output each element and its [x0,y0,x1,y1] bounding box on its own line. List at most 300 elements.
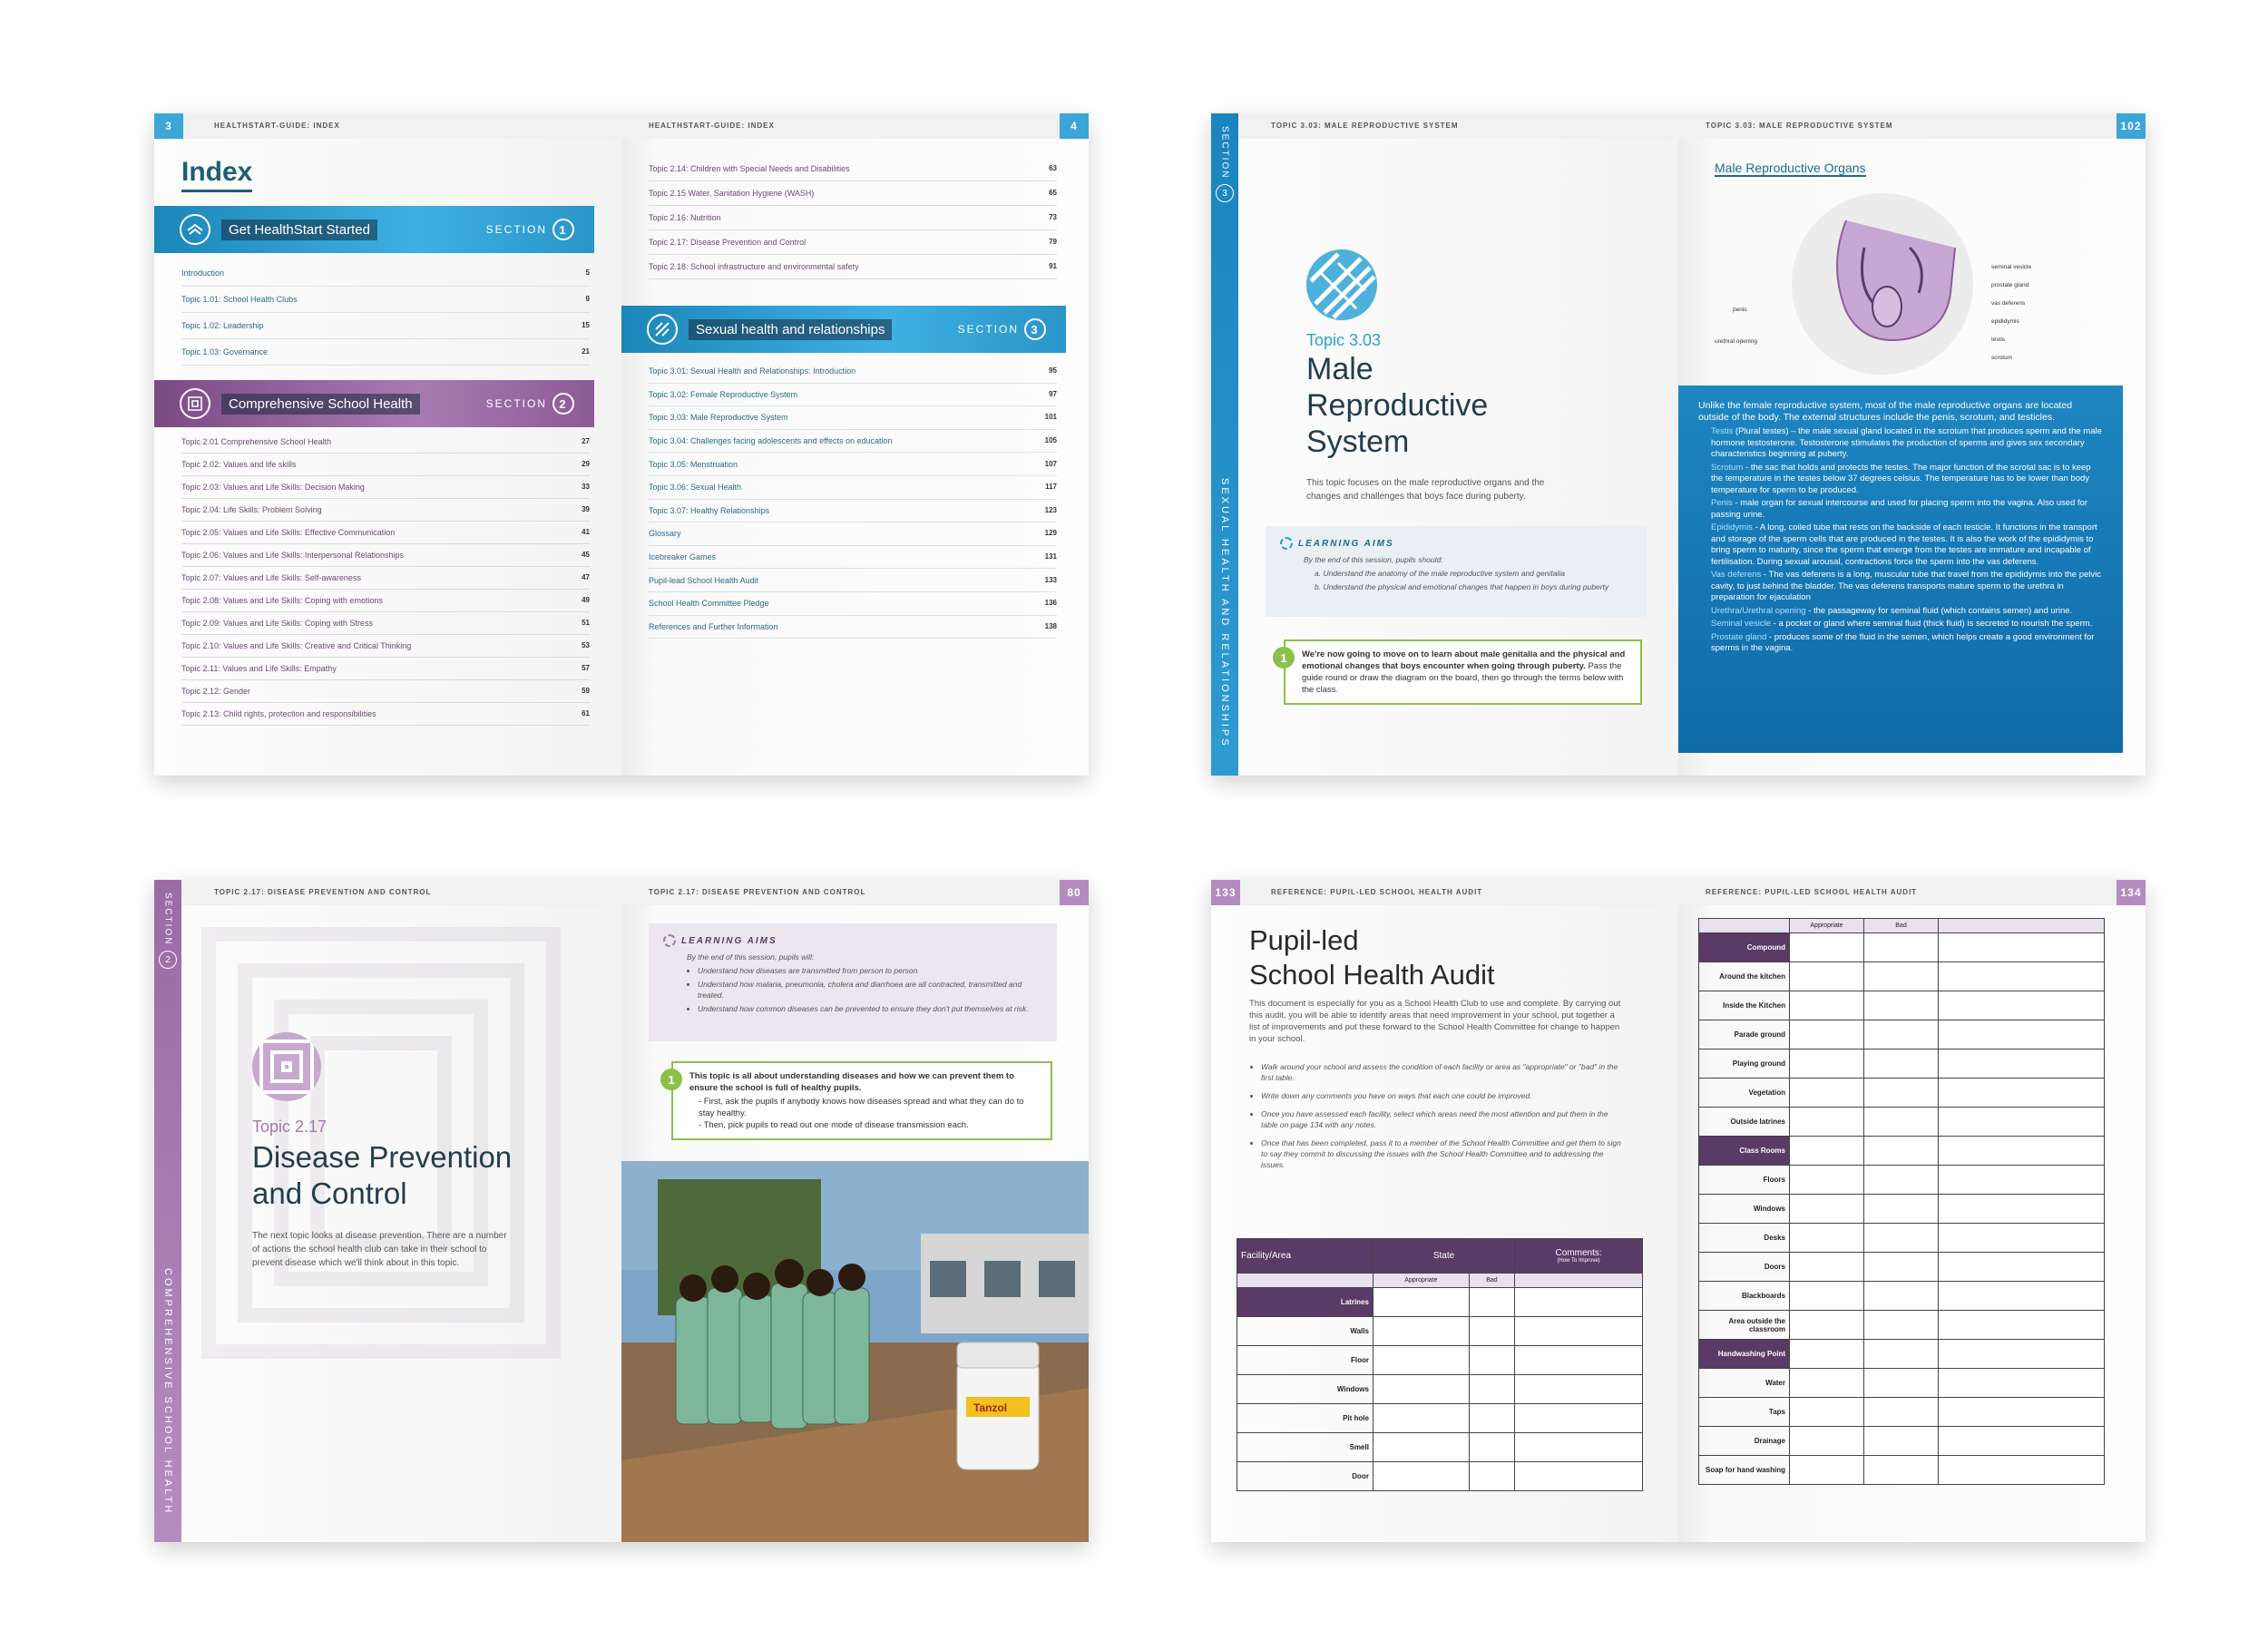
table-row [1237,1317,1643,1346]
running-header [1678,113,2146,139]
table-cell[interactable] [1373,1317,1469,1346]
toc-entry-title: Glossary [649,529,681,539]
table-cell[interactable] [1939,1079,2105,1108]
page-number: 134 [2116,880,2146,905]
col-appropriate: Appropriate [1790,919,1864,933]
facility-label: Latrines [1237,1288,1374,1317]
table-cell[interactable] [1939,1166,2105,1195]
section-word: SECTION [162,893,173,946]
table-cell[interactable] [1469,1317,1514,1346]
toc-entry[interactable] [649,384,1057,407]
definition-term: Epididymis [1711,522,1753,532]
index-right-page [621,113,1089,776]
list-item: • Once that has been completed, pass it to a member of the School Health Committee and get them to sign to say they commit to discussing the issues with the School Health Committee and to addressing the issues. [1261,1137,1624,1170]
diagram-label: prostate gland [1991,282,2029,288]
audit-title [1249,923,1495,992]
table-cell[interactable] [1373,1433,1469,1462]
running-header [1678,880,2146,905]
banner-label: Comprehensive School Health [221,394,420,415]
toc-entry-page: 41 [582,528,590,536]
table-cell[interactable] [1864,1340,1939,1369]
facility-label: Smell [1237,1433,1374,1462]
toc-entry[interactable] [649,616,1057,639]
note-list [689,1096,1040,1131]
topic-left-page [154,880,621,1542]
topic-number: Topic 2.17 [252,1118,327,1136]
toc-entry-title: Topic 2.15 Water, Sanitation Hygiene (WASH) [649,189,815,198]
definition-term: Penis [1711,498,1733,508]
diagram-label: penis [1733,307,1747,313]
table-cell[interactable] [1939,1253,2105,1282]
section-number: 2 [159,951,177,969]
definition-term: Vas deferens [1711,570,1762,580]
table-cell[interactable] [1939,1108,2105,1137]
table-row [1699,1137,2105,1166]
toc-entry-title: Topic 2.17: Disease Prevention and Control [649,238,807,247]
table-cell[interactable] [1864,933,1939,962]
step-number: 1 [660,1069,682,1090]
definition-item [1711,522,2103,568]
definition-term: Testis [1711,426,1734,436]
audit-steps [1261,1061,1624,1177]
table-row [1699,1253,2105,1282]
table-row [1699,1369,2105,1398]
audit-right-page [1678,880,2146,1542]
definition-item [1711,619,2103,630]
page-title: Index [181,157,252,192]
facility-label: Outside latrines [1699,1108,1790,1137]
toc-entry-page: 117 [1045,483,1057,492]
table-row [1699,1282,2105,1311]
toc-entry-title: References and Further Information [649,621,778,631]
facility-label: Playing ground [1699,1049,1790,1079]
toc-entry-title: Topic 3.04: Challenges facing adolescents and effects on education [649,436,893,446]
toc-entry-title: Topic 2.01 Comprehensive School Health [181,437,332,446]
learning-aims-box [1266,526,1647,617]
definition-item [1711,426,2103,461]
jar-label: Tanzol [973,1401,1008,1414]
topic-number: Topic 3.03 [1306,331,1382,349]
diagram-title: Male Reproductive Organs [1715,161,1866,175]
table-row [1699,1311,2105,1340]
table-cell[interactable] [1515,1375,1643,1404]
toc-entry[interactable] [181,431,590,454]
table-row [1237,1288,1643,1317]
table-cell[interactable] [1864,1020,1939,1049]
table-cell[interactable] [1469,1288,1514,1317]
table-cell[interactable] [1790,1195,1864,1224]
page-number: 3 [154,113,183,139]
table-cell[interactable] [1790,1166,1864,1195]
spread-disease-prevention [154,880,1089,1542]
definition-text: - the sac that holds and protects the testes. The major function of the scrotal sac is to keep the temperature in the testes below 37 degrees celsius. The temperature has to be lower than body temperature for sperm to be produced. [1711,462,2091,495]
toc-entry[interactable] [649,430,1057,454]
toc-entry-title: Topic 3.03: Male Reproductive System [649,413,788,423]
table-cell[interactable] [1373,1375,1469,1404]
table-row [1699,1224,2105,1253]
table-row [1699,962,2105,991]
banner-label: Get HealthStart Started [221,220,377,240]
toc-entry[interactable] [181,612,590,635]
page-number: 4 [1060,113,1089,139]
toc-entry-page: 131 [1044,552,1057,561]
toc-entry[interactable] [649,406,1057,430]
aims-list [1280,568,1632,592]
toc-entry-page: 95 [1049,366,1057,376]
list-item: • Once you have assessed each facility, select which areas need the most attention and put them in the table on page 134 with any notes. [1261,1108,1624,1130]
toc-section-1 [181,260,590,366]
banner-label: Sexual health and relationships [689,319,892,340]
learning-aims-box [649,923,1057,1041]
page-number: 80 [1060,880,1089,905]
table-cell[interactable] [1515,1404,1643,1433]
table-cell[interactable] [1864,1253,1939,1282]
table-row [1699,1079,2105,1108]
table-cell[interactable] [1939,1456,2105,1485]
facility-label: Parade ground [1699,1020,1790,1049]
table-cell[interactable] [1864,1195,1939,1224]
table-cell[interactable] [1864,1282,1939,1311]
table-cell[interactable] [1864,1427,1939,1456]
definitions-panel [1678,386,2123,753]
definition-term: Scrotum [1711,462,1744,473]
running-header [621,113,1089,139]
table-cell[interactable] [1939,1224,2105,1253]
table-cell[interactable] [1864,962,1939,991]
table-cell[interactable] [1515,1317,1643,1346]
facility-label: Drainage [1699,1427,1790,1456]
toc-entry[interactable] [181,313,590,339]
toc-entry-page: 45 [582,551,590,559]
toc-entry-title: Topic 3.05: Menstruation [649,459,738,469]
table-cell[interactable] [1373,1404,1469,1433]
section-side-label [154,880,181,1542]
table-row [1699,1166,2105,1195]
toc-entry-page: 33 [582,483,590,491]
table-cell[interactable] [1939,1049,2105,1079]
table-cell[interactable] [1864,1049,1939,1079]
toc-entry-title: Topic 2.07: Values and Life Skills: Self-awareness [181,573,361,582]
toc-entry-page: 57 [582,664,590,672]
toc-entry-title: Topic 2.13: Child rights, protection and responsibilities [181,709,376,718]
table-cell[interactable] [1939,962,2105,991]
toc-entry[interactable] [181,476,590,499]
facility-label: Door [1237,1462,1374,1491]
table-cell[interactable] [1790,1253,1864,1282]
table-row [1699,1427,2105,1456]
pupils-photo [621,1161,1089,1542]
facility-label: Floor [1237,1346,1374,1375]
learning-aims-heading: LEARNING AIMS [663,934,1042,947]
section-marker: SECTION 3 [958,318,1046,340]
definition-term: Seminal vesicle [1711,619,1771,629]
table-cell[interactable] [1864,1398,1939,1427]
table-cell[interactable] [1790,1079,1864,1108]
toc-entry-title: Topic 2.10: Values and Life Skills: Creative and Critical Thinking [181,641,412,650]
toc-entry[interactable] [649,500,1057,523]
toc-entry[interactable] [181,590,590,612]
title-line: Pupil-led [1249,924,1359,956]
toc-entry-title: Topic 3.02: Female Reproductive System [649,389,798,399]
toc-entry-title: Pupil-lead School Health Audit [649,575,759,585]
table-cell[interactable] [1939,1340,2105,1369]
topic-intro: This topic focuses on the male reproductive organs and the changes and challenges that boys face during puberty. [1306,478,1545,502]
table-cell[interactable] [1864,1079,1939,1108]
facility-label: Pit hole [1237,1404,1374,1433]
toc-entry-title: Topic 2.08: Values and Life Skills: Coping with emotions [181,596,383,605]
toc-entry[interactable] [649,157,1057,181]
diagram-label: testis [1991,337,2006,343]
toc-entry[interactable] [649,592,1057,616]
toc-entry[interactable] [649,206,1057,230]
toc-entry[interactable] [181,339,590,366]
toc-entry[interactable] [649,360,1057,384]
table-cell[interactable] [1515,1433,1643,1462]
title-line: and Control [252,1176,407,1210]
table-cell[interactable] [1939,1137,2105,1166]
toc-entry-page: 5 [585,268,590,277]
section-name: SEXUAL HEALTH AND RELATIONSHIPS [1219,478,1230,748]
table-cell[interactable] [1790,962,1864,991]
toc-entry-title: School Health Committee Pledge [649,599,769,609]
table-cell[interactable] [1939,1282,2105,1311]
definition-term: Prostate gland [1711,631,1767,642]
toc-entry-page: 133 [1044,575,1057,584]
table-cell[interactable] [1373,1288,1469,1317]
toc-entry[interactable] [649,522,1057,546]
definition-item [1711,498,2103,521]
table-cell[interactable] [1864,1108,1939,1137]
header-text: TOPIC 3.03: MALE REPRODUCTIVE SYSTEM [1271,122,1459,130]
topic-title [252,1139,512,1212]
definition-text: - male organ for sexual intercourse and used for placing sperm into the vagina. Also used for passing urine. [1711,498,2088,520]
running-header [621,880,1089,905]
toc-entry-title: Icebreaker Games [649,552,717,562]
toc-entry[interactable] [181,680,590,703]
toc-entry-page: 63 [1049,164,1057,172]
col-state: State [1373,1239,1514,1274]
table-cell[interactable] [1790,991,1864,1020]
table-cell[interactable] [1469,1346,1514,1375]
aims-intro: By the end of this session, pupils will: [687,952,815,962]
list-item: • Write down any comments you have on ways that each one could be improved. [1261,1090,1624,1101]
toc-entry[interactable] [181,260,590,287]
running-header [1211,113,1678,139]
toc-entry-title: Topic 2.03: Values and Life Skills: Decision Making [181,483,365,492]
facility-label: Area outside the classroom [1699,1311,1790,1340]
table-cell[interactable] [1864,1137,1939,1166]
toc-entry[interactable] [181,544,590,567]
table-cell[interactable] [1469,1404,1514,1433]
toc-entry[interactable] [649,230,1057,255]
toc-entry[interactable] [181,454,590,476]
toc-entry-page: 47 [582,573,590,581]
table-cell[interactable] [1373,1346,1469,1375]
facility-label: Floors [1699,1166,1790,1195]
toc-entry-page: 107 [1044,459,1057,468]
table-cell[interactable] [1864,991,1939,1020]
toc-section-2-cont [649,157,1057,279]
table-row [1699,1340,2105,1369]
target-icon [663,934,676,947]
toc-entry-page: 9 [585,295,590,303]
col-appropriate: Appropriate [1373,1274,1469,1288]
table-cell[interactable] [1864,1311,1939,1340]
table-cell[interactable] [1939,1020,2105,1049]
table-row [1699,1020,2105,1049]
teacher-note [668,1061,1052,1140]
table-row [1237,1462,1643,1491]
toc-entry[interactable] [649,255,1057,279]
toc-entry[interactable] [181,499,590,522]
toc-section-2 [181,431,590,726]
table-cell[interactable] [1469,1462,1514,1491]
toc-entry-title: Topic 1.01: School Health Clubs [181,295,298,304]
table-cell[interactable] [1790,1456,1864,1485]
toc-entry[interactable] [181,522,590,544]
header-text: TOPIC 2.17: DISEASE PREVENTION AND CONTROL [214,888,432,896]
healthstart-logo-icon [180,214,210,245]
facility-label: Taps [1699,1398,1790,1427]
definition-text: - the passageway for seminal fluid (which contains semen) and urine. [1805,605,2073,616]
facility-label: Vegetation [1699,1079,1790,1108]
table-row [1237,1404,1643,1433]
toc-entry-page: 91 [1049,262,1057,270]
table-cell[interactable] [1790,1108,1864,1137]
table-cell[interactable] [1790,1049,1864,1079]
shield-logo-icon [647,314,678,345]
topic-maze-icon [252,1032,321,1101]
toc-entry-title: Topic 2.18: School infrastructure and environmental safety [649,262,859,271]
definition-item [1711,463,2103,497]
toc-entry[interactable] [649,453,1057,476]
table-cell[interactable] [1864,1456,1939,1485]
index-left-page [154,113,621,776]
toc-entry-page: 27 [582,437,590,445]
toc-entry[interactable] [181,567,590,590]
table-row [1699,933,2105,962]
toc-entry-title: Topic 2.11: Values and Life Skills: Empathy [181,664,337,673]
header-text: REFERENCE: PUPIL-LED SCHOOL HEALTH AUDIT [1271,888,1483,896]
topic-left-page [1211,113,1678,776]
table-cell[interactable] [1939,1427,2105,1456]
table-cell[interactable] [1790,1224,1864,1253]
table-cell[interactable] [1939,933,2105,962]
title-line: Male [1306,352,1374,386]
spread-male-reproductive [1211,113,2146,776]
diagram-label: epididymis [1991,318,2019,325]
facility-table-right [1698,918,2105,1485]
facility-label: Handwashing Point [1699,1340,1790,1369]
header-text: HEALTHSTART-GUIDE: INDEX [649,122,775,130]
table-row [1699,1108,2105,1137]
list-item: • Understand how malaria, pneumonia, cholera and diarrhoea are all contracted, transmitted and treated. [698,979,1042,1001]
toc-entry-title: Topic 2.04: Life Skills: Problem Solving [181,505,322,514]
section-marker: SECTION 2 [486,393,574,415]
toc-entry-title: Topic 3.06: Sexual Health [649,483,742,493]
toc-entry[interactable] [649,476,1057,500]
header-text: REFERENCE: PUPIL-LED SCHOOL HEALTH AUDIT [1706,888,1918,896]
col-bad: Bad [1864,919,1939,933]
table-cell[interactable] [1939,991,2105,1020]
toc-entry-page: 59 [582,687,590,695]
table-cell[interactable] [1864,1166,1939,1195]
table-row [1237,1433,1643,1462]
table-cell[interactable] [1790,1020,1864,1049]
table-cell[interactable] [1939,1311,2105,1340]
table-cell[interactable] [1939,1195,2105,1224]
table-cell[interactable] [1864,1224,1939,1253]
table-cell[interactable] [1790,1282,1864,1311]
table-cell[interactable] [1790,933,1864,962]
table-cell[interactable] [1790,1427,1864,1456]
table-cell[interactable] [1469,1375,1514,1404]
facility-label: Inside the Kitchen [1699,991,1790,1020]
toc-entry-page: 79 [1049,238,1057,246]
list-item: • Understand how common diseases can be prevented to ensure they don't put themselves at risk. [698,1003,1042,1014]
table-cell[interactable] [1515,1288,1643,1317]
table-cell[interactable] [1790,1340,1864,1369]
col-bad: Bad [1469,1274,1514,1288]
maze-logo-icon [180,388,210,419]
table-cell[interactable] [1515,1462,1643,1491]
audit-intro: This document is especially for you as a School Health Club to use and complete. By carrying out this audit, you will be able to identify areas that need improvement in your school, put together a list of improvements and put these forward to the School Health Committee for change to happen in your school. [1249,999,1621,1044]
toc-entry-page: 101 [1044,413,1057,422]
list-item: b. Understand the physical and emotional changes that happen in boys during puberty [1315,582,1609,591]
toc-entry[interactable] [181,287,590,313]
title-line: Reproductive [1306,388,1489,423]
diagram-label: urethral opening [1715,338,1757,345]
definition-text: - produces some of the fluid in the semen, which helps create a good environment for sperms in the vagina. [1711,631,2095,653]
section-banner-3 [621,306,1066,353]
table-cell[interactable] [1515,1346,1643,1375]
toc-entry-page: 73 [1049,213,1057,221]
toc-entry-title: Topic 3.07: Healthy Relationships [649,505,770,515]
toc-entry-page: 105 [1044,436,1057,445]
table-cell[interactable] [1790,1311,1864,1340]
toc-entry-page: 21 [582,347,590,356]
toc-entry-page: 129 [1044,529,1057,538]
section-number: 3 [1216,184,1234,202]
table-cell[interactable] [1939,1369,2105,1398]
table-cell[interactable] [1469,1433,1514,1462]
table-cell[interactable] [1864,1369,1939,1398]
table-cell[interactable] [1790,1137,1864,1166]
title-line: Disease Prevention [252,1140,513,1174]
step-number: 1 [1273,647,1295,669]
toc-entry[interactable] [649,546,1057,570]
toc-entry[interactable] [649,569,1057,592]
toc-entry-page: 15 [582,321,590,329]
toc-entry[interactable] [649,181,1057,206]
table-cell[interactable] [1939,1398,2105,1427]
diagram-label: vas deferens [1991,300,2026,307]
table-cell[interactable] [1790,1398,1864,1427]
facility-label: Class Rooms [1699,1137,1790,1166]
table-cell[interactable] [1373,1462,1469,1491]
toc-entry-title: Topic 2.02: Values and life skills [181,460,297,469]
toc-entry[interactable] [181,658,590,680]
definition-text: - The vas deferens is a long, muscular tube that travel from the epididymis into the pelvic cavity, to just behind the bladder. The vas deferens transports mature sperm to the urethra in preparation for ejaculation [1711,570,2102,602]
facility-label: Around the kitchen [1699,962,1790,991]
table-cell[interactable] [1790,1369,1864,1398]
toc-entry-title: Topic 2.14: Children with Special Needs and Disabilities [649,164,850,173]
header-text: TOPIC 3.03: MALE REPRODUCTIVE SYSTEM [1706,122,1893,130]
section-side-label [1211,113,1238,776]
toc-entry[interactable] [181,635,590,658]
toc-entry-page: 65 [1049,189,1057,197]
toc-entry[interactable] [181,703,590,726]
